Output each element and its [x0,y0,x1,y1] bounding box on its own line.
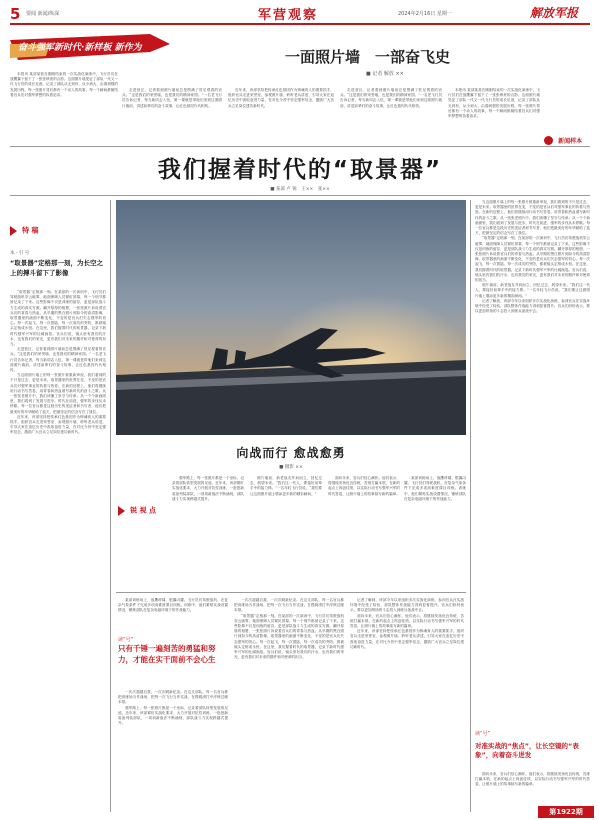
banner-text-left [10,72,118,142]
lower-para-2b: “取景器”定格那一刻。在某部的一次演训中，飞行员们驾驶战机穿云破雾，地面保障人员紧盯屏幕，每一个细节都被记录了下来。这些影像不仅是训练的留存，更是部队战斗力生成的真实写照。翻开厚厚的相册，一张张照片诉说着官兵们的青春与热血。从早期的黑白照片到如今的高清影像，取景器里的画面不断变化，不变的是官兵们矢志强军的初心。每一次起飞，每一次着陆，每一次成功的突防，都被镜头定格成永恒。在这里，我们握着时代的取景器，记录下新时代强军兴军的壮阔画卷。官兵们说，镜头里有我们的汗水，也有我们的荣光，更有我们对未来的期许和对使命的担当。 [234,613,344,660]
commentary-col-3 [328,476,400,588]
page-header [0,0,599,24]
pull-quote [118,636,228,665]
lower-col-1b [118,690,228,812]
banner-para-4: 走进营区，记者看到照片墙前总是围满了驻足观看的官兵。“这是我们的荣誉墙，也是我们的精神家园。”一名老飞行员告诉记者，每当新同志入伍，第一课就是带他们来到这面照片墙前，讲述前辈们的奋斗故事，让红色基因代代相传。 [340,88,442,108]
right-pull-quote: 对准实战的“焦点”，让长空镜的“表象”，向着奋斗进发 [475,742,579,759]
commentary-para-2: 照片墙前，新老战友并肩而立，回忆过去，展望未来。“我们这一代人，要接好前辈手中的接力棒。”一名年轻飞行员说，“我们要让这面照片墙上增添更多新的精彩瞬间。” [250,476,322,496]
feature-subhead: “取景器”定格那一刻，为长空之上的搏斗留下了影像 [10,259,104,277]
issue-badge [538,806,594,818]
commentary-col-4 [404,476,466,588]
banner-para-left: 本报讯 某部某营在刚刚结束的一次实战化演练中，飞行员们在战鹰翼下留下了一张张珍贵的合影。这面照片墙见证了部队一代又一代飞行员的成长足迹，记录了部队从无到有、从小到大、由弱到强的发展历程。每一张照片背后都有一个动人的故事，每一个瞬间都凝结着官兵们对强军梦想的执着追求。 [10,72,118,97]
main-byline: ■ 某部 卢 锐 王×× 张×× [270,187,330,192]
banner-rule [10,146,590,147]
lower-para-3c: 近年来，该部坚持把传承红色基因作为铸魂育人的重要抓手，组织官兵走进荣誉室、参观照片墙、聆听老兵讲述，引导大家在追忆历史中汲取奋进力量，在对比今昔中坚定强军信念，激励广大官兵立足岗位建功新时代。 [350,629,464,649]
right-column-text-top [475,200,590,724]
right-para-5: 面向未来，官兵们信心满怀。他们表示，将继续发扬优良传统，苦练打赢本领，在新的起点上再创佳绩，以实际行动书写强军兴军的时代答卷，让照片墙上的故事续写新的篇章。 [475,772,590,787]
lower-para-2: 一次次超越自我，一次次刷新纪录。在这支部队，每一名官兵都把训练场当作战场，把每一次飞行当作实战，在摸爬滚打中淬炼过硬本领。 [234,598,344,613]
commentary-col-2 [250,476,322,588]
main-photo [116,200,466,435]
pull-quote-label: 读“号” [118,637,134,643]
section-rule-label [475,730,590,737]
section-tag: 要闻 新闻/纵深 [26,11,60,17]
pull-quote-text: 只有千锤一遍刻苦的勇猛和努力，才能在实干面前不会心生 [118,644,216,664]
page-number: 5 [10,5,21,23]
feature-para-1: “取景器”定格那一刻。在某部的一次演训中，飞行员们驾驶战机穿云破雾，地面保障人员紧盯屏幕，每一个细节都被记录了下来。这些影像不仅是训练的留存，更是部队战斗力生成的真实写照。翻开厚厚的相册，一张张照片诉说着官兵们的青春与热血。从早期的黑白照片到如今的高清影像，取景器里的画面不断变化，不变的是官兵们矢志强军的初心。每一次起飞，每一次着陆，每一次成功的突防，都被镜头定格成永恒。在这里，我们握着时代的取景器，记录下新时代强军兴军的壮阔画卷。官兵们说，镜头里有我们的汗水，也有我们的荣光，更有我们对未来的期许和对使命的担当。 [10,290,106,347]
feature-divider [110,200,111,812]
feature-para-4: 近年来，该部坚持把传承红色基因作为铸魂育人的重要抓手，组织官兵走进荣誉室、参观照片墙、聆听老兵讲述，引导大家在追忆历史中汲取奋进力量，在对比今昔中坚定强军信念，激励广大官兵立足岗位建功新时代。 [10,414,106,435]
issue-badge-text: 第1922期 [549,808,583,816]
arrow-circle-icon [544,136,553,145]
side-label [544,130,594,145]
side-label-text: 新闻样本 [558,138,583,145]
photo-caption: 向战而行 愈战愈勇 [236,446,346,460]
badge-text: 奋斗强军新时代·新样板 新作为 [18,43,142,53]
main-title: 我们握着时代的“取景器” [157,157,443,183]
feature-para-2: 走进营区，记者看到照片墙前总是围满了驻足观看的官兵。“这是我们的荣誉墙，也是我们的精神家园。”一名老飞行员告诉记者，每当新同志入伍，第一课就是带他们来到这面照片墙前，讲述前辈们的奋斗故事，让红色基因代代相传。 [10,347,106,373]
banner-text-2 [122,88,222,142]
banner-text-3 [228,88,334,142]
header-rule [10,23,590,25]
right-column-text-bottom [475,772,590,806]
feature-subhead-label: 本 · 引 号 [10,251,30,256]
lower-col-2 [234,598,344,812]
feature-column-text [10,290,106,810]
title-rule [10,195,590,196]
banner-para-5: 本报讯 某部某营在刚刚结束的一次实战化演练中，飞行员们在战鹰翼下留下了一张张珍贵的合影。这面照片墙见证了部队一代又一代飞行员的成长足迹，记录了部队从无到有、从小到大、由弱到强的发展历程。每一张照片背后都有一个动人的故事，每一个瞬间都凝结着官兵们对强军梦想的执着追求。 [448,88,540,119]
right-para-4: 记者了解到，该部今年以来组织多次实战化演练，参训官兵在实战环境中经受了检验，部队整体作战能力得到显著提升。官兵们纷纷表示，要以更加昂扬的斗志投入到练兵备战中去。 [475,298,590,314]
date-line: 2024年2月16日 星期一 [398,11,452,17]
commentary-para-4: 某部训练场上，战鹰呼啸，银翼闪耀。飞行员们驾驶战机，在复杂气象条件下完成多项高难度课目训练。训练中，他们紧贴实战设置情况，锤炼部队在复杂电磁环境下的作战能力。 [404,476,466,501]
banner-title: 一面照片墙 一部奋飞史 [285,48,451,66]
lower-col-3 [350,598,464,812]
photo-credit: ■ 摄影 ×× [279,465,303,470]
commentary-para-3: 面向未来，官兵们信心满怀。他们表示，将继续发扬优良传统，苦练打赢本领，在新的起点上再创佳绩，以实际行动书写强军兴军的时代答卷，让照片墙上的故事续写新的篇章。 [328,476,400,496]
lower-para-1c: 强军路上，每一张照片都是一个坐标，记录着部队转型发展的足迹。近年来，该部紧盯实战化要求，大力开展对抗性训练，一批批新装备列装部队，一项项新战法不断涌现，部队战斗力实现跨越式提升。 [118,705,228,726]
banner-badge [10,30,180,66]
triangle-icon [10,226,17,236]
lower-para-1b: 一次次超越自我，一次次刷新纪录。在这支部队，每一名官兵都把训练场当作战场，把每一次飞行当作实战，在摸爬滚打中淬炼过硬本领。 [118,690,228,705]
banner-para-3: 近年来，该部坚持把传承红色基因作为铸魂育人的重要抓手，组织官兵走进荣誉室、参观照片墙、聆听老兵讲述，引导大家在追忆历史中汲取奋进力量，在对比今昔中坚定强军信念，激励广大官兵立足岗位建功新时代。 [228,88,334,108]
right-para-1: 当这面照片墙上的每一张照片被重新审视，我们看到的不只是过去，更是未来。取景器里的世界在变，不变的是官兵们对强军事业的执着与热爱。在新的征程上，他们将继续用行动书写答卷，用青春和热血谱写新时代的奋斗之歌。从一张张老照片中，我们读懂了坚守与传承；从一个个新画面里，我们看到了发展与进步。时代在前进，强军的步伐从未停歇。每一位官兵都是这段历史的见证者和书写者，他们把最美好的年华献给了蓝天，把最坚定的信念写在了战位。 [475,200,590,236]
commentary-tag [118,500,156,519]
lower-para-3: 记者了解到，该部今年以来组织多次实战化演练，参训官兵在实战环境中经受了检验，部队整体作战能力得到显著提升。官兵们纷纷表示，要以更加昂扬的斗志投入到练兵备战中去。 [350,598,464,613]
right-para-3: 照片墙前，新老战友并肩而立，回忆过去，展望未来。“我们这一代人，要接好前辈手中的接力棒。”一名年轻飞行员说，“我们要让这面照片墙上增添更多新的精彩瞬间。” [475,283,590,298]
feature-tag [10,220,39,239]
lower-col-1 [118,598,228,634]
fighter-jet-photo [116,200,466,435]
commentary-col-1 [172,476,244,588]
commentary-tag-text: 锐 视 点 [130,506,156,515]
commentary-rule [116,592,466,593]
banner-byline: ■ 记者 解放 ×× [366,71,404,77]
right-divider [470,200,471,812]
feature-tag-text: 特 稿 [22,226,39,235]
feature-para-3: 当这面照片墙上的每一张照片被重新审视，我们看到的不只是过去，更是未来。取景器里的世界在变，不变的是官兵们对强军事业的执着与热爱。在新的征程上，他们将继续用行动书写答卷，用青春和热血谱写新时代的奋斗之歌。从一张张老照片中，我们读懂了坚守与传承；从一个个新画面里，我们看到了发展与进步。时代在前进，强军的步伐从未停歇。每一位官兵都是这段历史的见证者和书写者，他们把最美好的年华献给了蓝天，把最坚定的信念写在了战位。 [10,373,106,414]
banner-text-5 [448,88,540,142]
commentary-para-1: 强军路上，每一张照片都是一个坐标，记录着部队转型发展的足迹。近年来，该部紧盯实战化要求，大力开展对抗性训练，一批批新装备列装部队，一项项新战法不断涌现，部队战斗力实现跨越式提升。 [172,476,244,501]
lower-para-1: 某部训练场上，战鹰呼啸，银翼闪耀。飞行员们驾驶战机，在复杂气象条件下完成多项高难度课目训练。训练中，他们紧贴实战设置情况，锤炼部队在复杂电磁环境下的作战能力。 [118,598,228,613]
masthead-logo: 解放军报 [530,6,579,20]
banner-para-2: 走进营区，记者看到照片墙前总是围满了驻足观看的官兵。“这是我们的荣誉墙，也是我们的精神家园。”一名老飞行员告诉记者，每当新同志入伍，第一课就是带他们来到这面照片墙前，讲述前辈们的奋斗故事，让红色基因代代相传。 [122,88,222,108]
banner-text-4 [340,88,442,142]
right-para-2: “取景器”定格那一刻。在某部的一次演训中，飞行员们驾驶战机穿云破雾，地面保障人员紧盯屏幕，每一个细节都被记录了下来。这些影像不仅是训练的留存，更是部队战斗力生成的真实写照。翻开厚厚的相册，一张张照片诉说着官兵们的青春与热血。从早期的黑白照片到如今的高清影像，取景器里的画面不断变化，不变的是官兵们矢志强军的初心。每一次起飞，每一次着陆，每一次成功的突防，都被镜头定格成永恒。在这里，我们握着时代的取景器，记录下新时代强军兴军的壮阔画卷。官兵们说，镜头里有我们的汗水，也有我们的荣光，更有我们对未来的期许和对使命的担当。 [475,236,590,283]
section-rule-text: 读“号” [475,731,491,737]
section-name: 军营观察 [258,8,319,23]
triangle-icon [118,506,125,516]
lower-para-3b: 面向未来，官兵们信心满怀。他们表示，将继续发扬优良传统，苦练打赢本领，在新的起点上再创佳绩，以实际行动书写强军兴军的时代答卷，让照片墙上的故事续写新的篇章。 [350,613,464,629]
